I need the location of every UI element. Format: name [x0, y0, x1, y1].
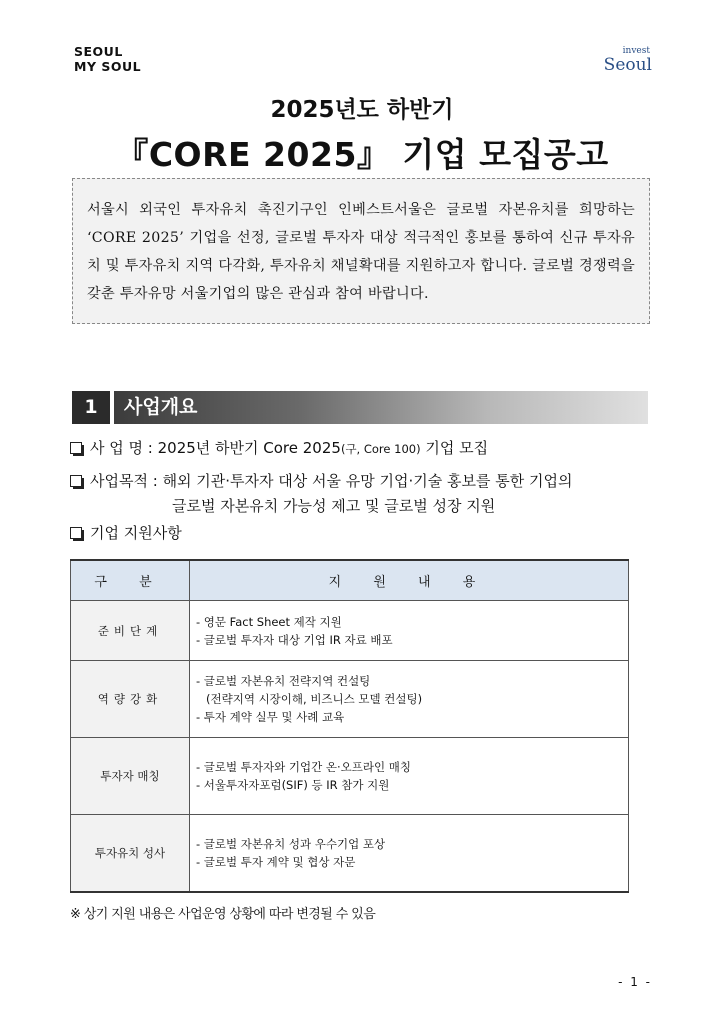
table-row	[71, 815, 629, 892]
table-cell-content	[190, 815, 629, 892]
table-cell-content	[190, 661, 629, 738]
table-cell-category: 투자자 매칭	[71, 738, 190, 815]
checkbox-bullet-icon	[70, 475, 82, 487]
table-row	[71, 661, 629, 738]
table-cell-item: - 글로벌 투자자 대상 기업 IR 자료 배포	[196, 632, 393, 647]
table-cell-item: - 영문 Fact Sheet 제작 지원	[196, 614, 342, 629]
checkbox-bullet-icon	[70, 527, 82, 539]
business-name-tail: 기업 모집	[420, 439, 489, 457]
table-header-content: 지 원 내 용	[190, 560, 629, 601]
table-cell-item: - 글로벌 투자자와 기업간 온·오프라인 매칭	[196, 760, 411, 774]
table-header-category: 구 분	[71, 560, 190, 601]
business-purpose-line2: 글로벌 자본유치 가능성 제고 및 글로벌 성장 지원	[172, 497, 496, 515]
business-name-value: 2025년 하반기 Core 2025	[157, 439, 341, 457]
table-cell-content	[190, 601, 629, 661]
table-cell-item: - 투자 계약 실무 및 사례 교육	[196, 710, 345, 724]
support-table	[70, 559, 629, 893]
table-header-row	[71, 560, 629, 601]
table-cell-content	[190, 738, 629, 815]
intro-box: 서울시 외국인 투자유치 촉진기구인 인베스트서울은 글로벌 자본유치를 희망하는 ‘CORE 2025’ 기업을 선정, 글로벌 투자자 대상 적극적인 홍보를 통하여 신규 투자유치 및 투자유치 지역 다각화, 투자유치 채널확대를 지원하고자 합니다. 글로벌 경쟁력을 갖춘 투자유망 서울기업의 많은 관심과 참여 바랍니다.	[72, 178, 650, 324]
table-cell-category: 투자유치 성사	[71, 815, 190, 892]
table-cell-item: - 서울투자자포럼(SIF) 등 IR 참가 지원	[196, 778, 390, 792]
table-cell-item: - 글로벌 자본유치 전략지역 컨설팅	[196, 674, 371, 688]
business-purpose-label: 사업목적 :	[90, 472, 163, 490]
logo-line-2: MY SOUL	[74, 59, 142, 74]
business-name-suffix: (구, Core 100)	[340, 442, 421, 456]
company-support-label: 기업 지원사항	[90, 524, 182, 542]
section-title: 사업개요	[114, 391, 648, 424]
table-cell-item: - 글로벌 투자 계약 및 협상 자문	[196, 854, 356, 869]
invest-seoul-logo-big: Seoul	[603, 55, 652, 75]
section-header	[72, 391, 648, 424]
business-purpose-line1: 해외 기관·투자자 대상 서울 유망 기업·기술 홍보를 통한 기업의	[162, 472, 573, 490]
invest-seoul-logo	[604, 46, 652, 74]
logo-line-1: SEOUL	[74, 44, 123, 59]
table-cell-item: (전략지역 시장이해, 비즈니스 모델 컨설팅)	[206, 692, 423, 706]
bullet-business-name	[70, 437, 488, 460]
bullet-business-purpose	[70, 470, 573, 492]
bullet-company-support	[70, 522, 182, 544]
footnote: ※ 상기 지원 내용은 사업운영 상황에 따라 변경될 수 있음	[70, 907, 376, 922]
checkbox-bullet-icon	[70, 442, 82, 454]
table-row	[71, 601, 629, 661]
business-name-label: 사 업 명 :	[90, 439, 158, 457]
seoul-my-soul-logo	[74, 44, 142, 76]
table-cell-category: 준비단계	[71, 601, 190, 661]
invest-seoul-logo-small: invest	[622, 46, 650, 56]
page-subtitle: 2025년도 하반기	[270, 97, 454, 123]
page-number: - 1 -	[618, 975, 652, 989]
section-number: 1	[72, 391, 110, 424]
table-row	[71, 738, 629, 815]
page-title: 『CORE 2025』 기업 모집공고	[115, 135, 609, 174]
table-cell-category: 역량강화	[71, 661, 190, 738]
table-cell-item: - 글로벌 자본유치 성과 우수기업 포상	[196, 836, 386, 851]
